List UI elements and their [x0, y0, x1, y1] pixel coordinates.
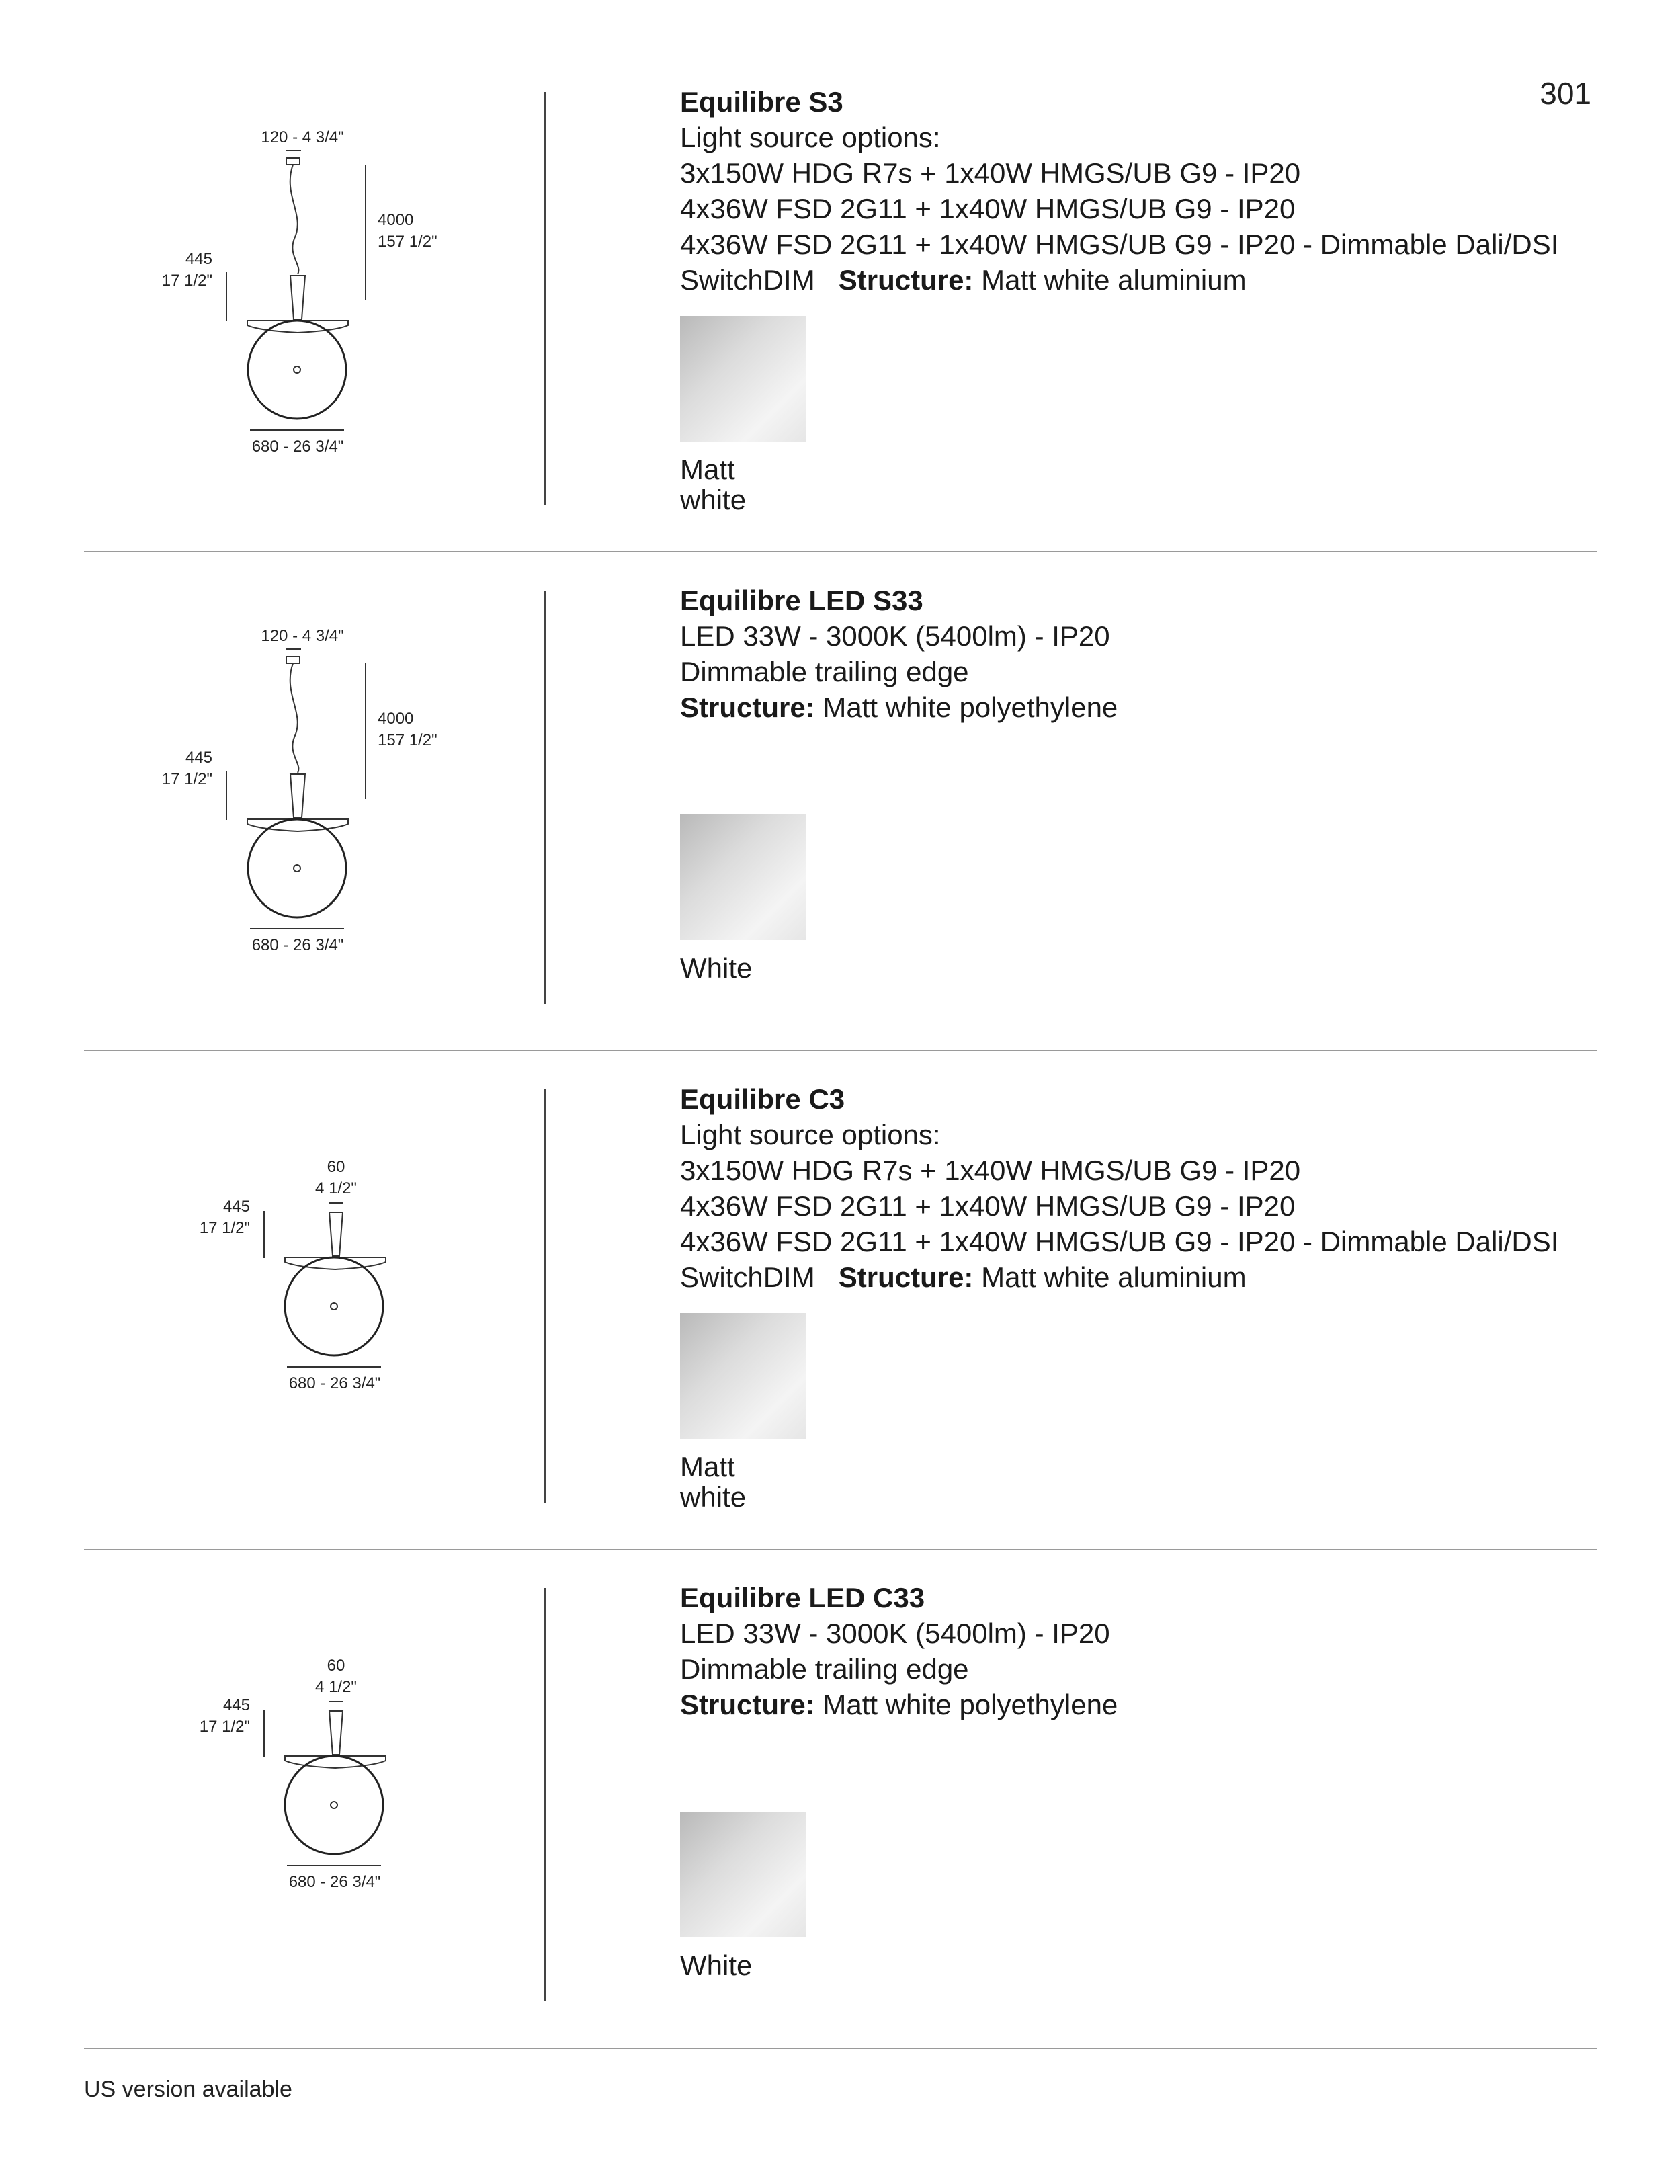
dim-diameter: 680 - 26 3/4" — [288, 1873, 381, 1891]
spec-line: Light source options: — [680, 122, 941, 153]
structure-line — [680, 262, 1634, 298]
pendant-drawing — [134, 620, 511, 1023]
column-divider — [544, 1588, 546, 2001]
structure-label: Structure: — [838, 1261, 974, 1293]
product-section-s3 — [0, 0, 1680, 515]
technical-drawing-s33 — [134, 620, 511, 1023]
dim-diameter: 680 - 26 3/4" — [288, 1374, 381, 1392]
spec-line: 3x150W HDG R7s + 1x40W HMGS/UB G9 - IP20 — [680, 157, 1301, 189]
product-info — [680, 84, 1634, 298]
structure-label: Structure: — [680, 691, 815, 723]
spec-line: LED 33W - 3000K (5400lm) - IP20 — [680, 1618, 1110, 1649]
finish-label: Matt white — [680, 1451, 747, 1513]
page-number: 301 — [1540, 76, 1591, 111]
dim-canopy-in: 4 1/2" — [315, 1678, 357, 1696]
spec-line: Dimmable trailing edge — [680, 656, 969, 687]
pendant-drawing — [134, 121, 511, 524]
finish-swatch — [680, 316, 806, 442]
dim-cable-in: 157 1/2" — [378, 233, 437, 251]
product-info — [680, 583, 1634, 725]
technical-drawing-c3 — [134, 1152, 511, 1555]
spec-line: 4x36W FSD 2G11 + 1x40W HMGS/UB G9 - IP20 - Dimmable Dali/DSI — [680, 1226, 1559, 1257]
structure-value: Matt white aluminium — [981, 1261, 1247, 1293]
structure-value: Matt white aluminium — [981, 264, 1247, 296]
spec-line: LED 33W - 3000K (5400lm) - IP20 — [680, 620, 1110, 652]
dim-canopy-mm: 60 — [327, 1158, 345, 1176]
product-section-c33 — [0, 1496, 1680, 1994]
product-title: Equilibre S3 — [680, 86, 843, 118]
footer-divider — [84, 2048, 1597, 2049]
product-title: Equilibre C3 — [680, 1083, 845, 1115]
spec-line: 4x36W FSD 2G11 + 1x40W HMGS/UB G9 - IP20 — [680, 1190, 1296, 1222]
column-divider — [544, 1089, 546, 1503]
dim-diameter: 680 - 26 3/4" — [251, 936, 344, 954]
dim-height-mm: 445 — [222, 1198, 250, 1216]
dim-height-in: 17 1/2" — [161, 770, 212, 788]
technical-drawing-s3 — [134, 121, 511, 524]
dim-cable-mm: 4000 — [378, 211, 414, 229]
finish-label: White — [680, 1949, 753, 1981]
product-section-c3 — [0, 997, 1680, 1513]
column-divider — [544, 92, 546, 505]
structure-label: Structure: — [680, 1689, 815, 1720]
spec-line: 4x36W FSD 2G11 + 1x40W HMGS/UB G9 - IP20 - Dimmable Dali/DSI — [680, 228, 1559, 260]
product-section-s33 — [0, 499, 1680, 997]
spec-line: 4x36W FSD 2G11 + 1x40W HMGS/UB G9 - IP20 — [680, 193, 1296, 224]
column-divider — [544, 591, 546, 1004]
product-info — [680, 1081, 1634, 1295]
spec-prefix: SwitchDIM — [680, 1261, 815, 1293]
dim-canopy: 120 - 4 3/4" — [261, 627, 344, 645]
finish-swatch — [680, 814, 806, 940]
spec-line: Light source options: — [680, 1119, 941, 1150]
product-title: Equilibre LED S33 — [680, 585, 923, 616]
dim-cable-mm: 4000 — [378, 710, 414, 728]
footer-note: US version available — [84, 2076, 292, 2102]
dim-height-in: 17 1/2" — [161, 271, 212, 290]
structure-label: Structure: — [838, 264, 974, 296]
spec-line: Dimmable trailing edge — [680, 1653, 969, 1685]
structure-line — [680, 1687, 1634, 1722]
dim-canopy-in: 4 1/2" — [315, 1179, 357, 1198]
product-title: Equilibre LED C33 — [680, 1582, 925, 1613]
structure-line — [680, 1259, 1634, 1295]
product-info — [680, 1580, 1634, 1722]
technical-drawing-c33 — [134, 1650, 511, 2054]
finish-label: Matt white — [680, 454, 747, 515]
finish-swatch — [680, 1812, 806, 1937]
dim-canopy: 120 - 4 3/4" — [261, 128, 344, 146]
dim-canopy-mm: 60 — [327, 1656, 345, 1675]
spec-prefix: SwitchDIM — [680, 264, 815, 296]
dim-height-in: 17 1/2" — [199, 1219, 250, 1237]
dim-height-in: 17 1/2" — [199, 1718, 250, 1736]
structure-line — [680, 689, 1634, 725]
ceiling-drawing — [134, 1152, 511, 1555]
structure-value: Matt white polyethylene — [823, 691, 1118, 723]
dim-height-mm: 445 — [222, 1696, 250, 1714]
structure-value: Matt white polyethylene — [823, 1689, 1118, 1720]
dim-diameter: 680 - 26 3/4" — [251, 437, 344, 456]
finish-swatch — [680, 1313, 806, 1439]
dim-cable-in: 157 1/2" — [378, 731, 437, 749]
dim-height-mm: 445 — [185, 250, 212, 268]
spec-line: 3x150W HDG R7s + 1x40W HMGS/UB G9 - IP20 — [680, 1154, 1301, 1186]
dim-height-mm: 445 — [185, 749, 212, 767]
finish-label: White — [680, 952, 753, 984]
ceiling-drawing — [134, 1650, 511, 2054]
